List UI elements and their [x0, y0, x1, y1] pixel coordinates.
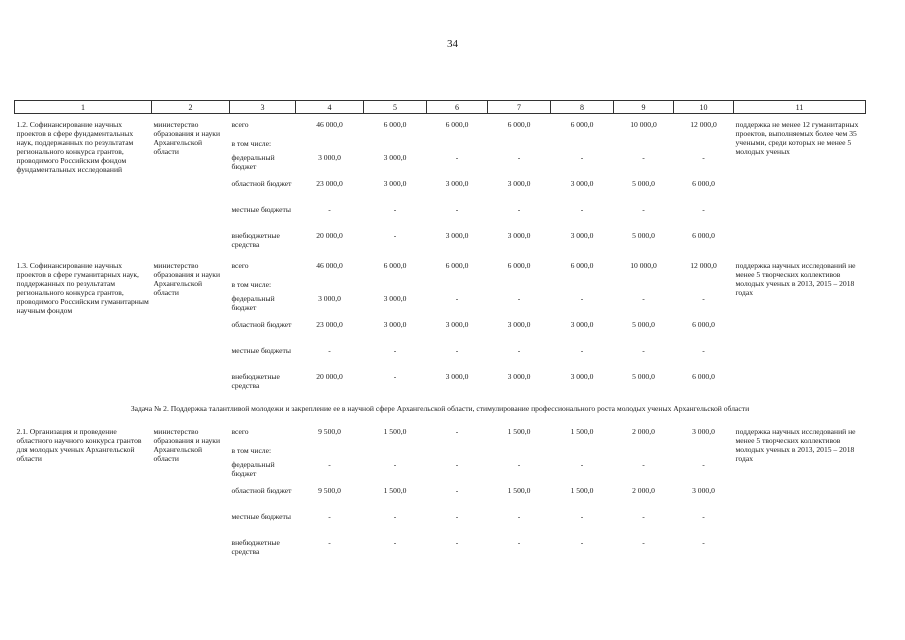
amount-cell [296, 446, 364, 460]
amount-cell [614, 446, 674, 460]
project-executor: министерство образования и науки Архангельской области [153, 261, 221, 297]
amount-cell: 3 000,0 [445, 320, 469, 329]
task-heading-row [15, 396, 866, 421]
amount-cell: - [517, 512, 521, 521]
amount-cell: - [580, 153, 584, 162]
amount-cell: 6 000,0 [383, 261, 407, 270]
funding-source: областной бюджет [231, 486, 292, 495]
funding-source: внебюджетные средства [231, 372, 280, 390]
table-body [15, 114, 866, 563]
table-row [15, 427, 866, 446]
amount-cell: - [517, 294, 521, 303]
amount-cell: 1 500,0 [570, 486, 594, 495]
amount-cell: - [455, 153, 459, 162]
amount-cell: 1 500,0 [570, 427, 594, 436]
amount-cell [364, 139, 427, 153]
task-heading: Задача № 2. Поддержка талантливой молодежи и закрепление ее в научной сфере Архангельской области, стимулирование профессионального роста молодых ученых Архангельской области [130, 404, 750, 413]
amount-cell: 9 500,0 [318, 486, 341, 495]
amount-cell: - [455, 460, 459, 469]
amount-cell: - [642, 538, 645, 547]
funding-source: областной бюджет [231, 179, 292, 188]
amount-cell: 10 000,0 [630, 120, 657, 129]
amount-cell [674, 280, 734, 294]
amount-cell: 2 000,0 [632, 427, 655, 436]
amount-cell [551, 280, 614, 294]
amount-cell: - [580, 512, 584, 521]
amount-cell: 1 500,0 [507, 486, 531, 495]
amount-cell: 1 500,0 [507, 427, 531, 436]
funding-source: местные бюджеты [231, 346, 291, 355]
column-header: 4 [296, 101, 364, 114]
amount-cell: 23 000,0 [316, 320, 343, 329]
amount-cell: - [702, 205, 705, 214]
amount-cell: 3 000,0 [318, 294, 341, 303]
amount-cell: - [393, 512, 397, 521]
amount-cell: 6 000,0 [445, 120, 469, 129]
amount-cell: 2 000,0 [632, 486, 655, 495]
amount-cell: 6 000,0 [570, 120, 594, 129]
amount-cell [674, 139, 734, 153]
amount-cell: - [642, 346, 645, 355]
amount-cell: 3 000,0 [570, 179, 594, 188]
amount-cell: - [702, 460, 705, 469]
column-number-row [15, 101, 866, 114]
amount-cell: - [328, 346, 331, 355]
amount-cell: 3 000,0 [692, 427, 715, 436]
amount-cell [296, 280, 364, 294]
funding-source: в том числе: [231, 280, 272, 289]
amount-cell: - [328, 538, 331, 547]
amount-cell [427, 139, 488, 153]
amount-cell: - [580, 538, 584, 547]
amount-cell: 5 000,0 [632, 372, 655, 381]
funding-source: местные бюджеты [231, 512, 291, 521]
amount-cell: - [455, 205, 459, 214]
project-name: 2.1. Организация и проведение областного научного конкурса грантов для молодых ученых Архангельской области [16, 427, 142, 463]
project-name: 1.2. Софинансирование научных проектов в сфере фундаментальных наук, поддержанных по результатам регионального конкурса грантов, проводимого Российским фондом фундаментальных исследований [16, 120, 134, 174]
column-header: 8 [551, 101, 614, 114]
amount-cell: - [393, 538, 397, 547]
amount-cell: 3 000,0 [383, 320, 407, 329]
amount-cell: - [642, 205, 645, 214]
funding-source: всего [231, 261, 249, 270]
amount-cell: - [642, 512, 645, 521]
amount-cell: 3 000,0 [570, 231, 594, 240]
amount-cell: - [455, 346, 459, 355]
amount-cell: - [702, 294, 705, 303]
project-executor: министерство образования и науки Архангельской области [153, 427, 221, 463]
funding-source: в том числе: [231, 446, 272, 455]
amount-cell: 3 000,0 [570, 372, 594, 381]
page-number: 34 [447, 38, 458, 50]
amount-cell: 46 000,0 [316, 261, 343, 270]
expected-result: поддержка научных исследований не менее 5 творческих коллективов молодых ученых в 2013, 2015 – 2018 годах [735, 427, 856, 463]
column-header: 11 [734, 101, 866, 114]
column-header: 7 [488, 101, 551, 114]
amount-cell: 3 000,0 [383, 179, 407, 188]
expected-result: поддержка не менее 12 гуманитарных проектов, выполняемых более чем 35 учеными, среди которых не менее 5 молодых ученых [735, 120, 859, 156]
project-executor: министерство образования и науки Архангельской области [153, 120, 221, 156]
funding-source: федеральный бюджет [231, 294, 275, 312]
amount-cell: - [455, 427, 459, 436]
amount-cell: - [455, 294, 459, 303]
amount-cell: 3 000,0 [445, 372, 469, 381]
amount-cell: - [393, 205, 397, 214]
amount-cell: - [580, 294, 584, 303]
amount-cell [427, 280, 488, 294]
amount-cell: - [580, 205, 584, 214]
amount-cell: - [580, 346, 584, 355]
column-header: 5 [364, 101, 427, 114]
amount-cell: 1 500,0 [383, 486, 407, 495]
table-row [15, 261, 866, 280]
amount-cell: 6 000,0 [383, 120, 407, 129]
amount-cell: - [328, 460, 331, 469]
amount-cell: - [393, 231, 397, 240]
amount-cell [614, 280, 674, 294]
amount-cell: 6 000,0 [570, 261, 594, 270]
amount-cell: - [393, 346, 397, 355]
amount-cell [488, 446, 551, 460]
amount-cell [364, 446, 427, 460]
amount-cell: - [642, 460, 645, 469]
funding-source: внебюджетные средства [231, 231, 280, 249]
amount-cell: 3 000,0 [507, 372, 531, 381]
amount-cell: 12 000,0 [690, 120, 717, 129]
amount-cell: 12 000,0 [690, 261, 717, 270]
amount-cell [488, 139, 551, 153]
amount-cell: - [328, 512, 331, 521]
amount-cell: 6 000,0 [507, 120, 531, 129]
amount-cell: - [328, 205, 331, 214]
project-name: 1.3. Софинансирование научных проектов в сфере гуманитарных наук, поддержанных по результатам регионального конкурса грантов, проводимого Российским гуманитарным научным фондом [16, 261, 149, 315]
amount-cell: - [702, 512, 705, 521]
amount-cell [551, 446, 614, 460]
funding-source: в том числе: [231, 139, 272, 148]
amount-cell: - [702, 538, 705, 547]
amount-cell: - [455, 538, 459, 547]
expected-result: поддержка научных исследований не менее 5 творческих коллективов молодых ученых в 2013, 2015 – 2018 годах [735, 261, 856, 297]
amount-cell: 9 500,0 [318, 427, 341, 436]
amount-cell: 6 000,0 [692, 179, 715, 188]
amount-cell: - [517, 346, 521, 355]
amount-cell: 3 000,0 [507, 320, 531, 329]
amount-cell: 3 000,0 [445, 231, 469, 240]
amount-cell: - [642, 153, 645, 162]
amount-cell: - [517, 153, 521, 162]
amount-cell: 6 000,0 [507, 261, 531, 270]
amount-cell [614, 139, 674, 153]
amount-cell: - [517, 205, 521, 214]
amount-cell: 20 000,0 [316, 372, 343, 381]
amount-cell: - [517, 460, 521, 469]
amount-cell: 6 000,0 [445, 261, 469, 270]
amount-cell: - [580, 460, 584, 469]
amount-cell: - [455, 486, 459, 495]
amount-cell: 3 000,0 [383, 153, 407, 162]
amount-cell: 3 000,0 [445, 179, 469, 188]
amount-cell: 3 000,0 [570, 320, 594, 329]
amount-cell: 5 000,0 [632, 231, 655, 240]
column-header: 3 [230, 101, 296, 114]
amount-cell: - [393, 372, 397, 381]
amount-cell: 5 000,0 [632, 320, 655, 329]
amount-cell [551, 139, 614, 153]
funding-source: всего [231, 120, 249, 129]
budget-table [14, 100, 866, 562]
amount-cell: - [393, 460, 397, 469]
amount-cell: - [702, 346, 705, 355]
column-header: 10 [674, 101, 734, 114]
amount-cell [296, 139, 364, 153]
funding-source: федеральный бюджет [231, 460, 275, 478]
amount-cell [674, 446, 734, 460]
amount-cell: 3 000,0 [507, 231, 531, 240]
funding-source: внебюджетные средства [231, 538, 280, 556]
amount-cell: 3 000,0 [383, 294, 407, 303]
amount-cell: - [642, 294, 645, 303]
amount-cell: 5 000,0 [632, 179, 655, 188]
amount-cell: 46 000,0 [316, 120, 343, 129]
funding-source: всего [231, 427, 249, 436]
amount-cell: 6 000,0 [692, 372, 715, 381]
funding-source: областной бюджет [231, 320, 292, 329]
amount-cell: - [455, 512, 459, 521]
amount-cell: 3 000,0 [318, 153, 341, 162]
amount-cell [364, 280, 427, 294]
amount-cell: - [517, 538, 521, 547]
funding-source: федеральный бюджет [231, 153, 275, 171]
table-row [15, 120, 866, 139]
amount-cell [427, 446, 488, 460]
amount-cell: 20 000,0 [316, 231, 343, 240]
column-header: 6 [427, 101, 488, 114]
amount-cell [488, 280, 551, 294]
funding-source: местные бюджеты [231, 205, 291, 214]
amount-cell: 6 000,0 [692, 320, 715, 329]
amount-cell: 3 000,0 [692, 486, 715, 495]
column-header: 1 [15, 101, 152, 114]
amount-cell: 3 000,0 [507, 179, 531, 188]
amount-cell: 6 000,0 [692, 231, 715, 240]
amount-cell: 23 000,0 [316, 179, 343, 188]
column-header: 9 [614, 101, 674, 114]
amount-cell: 10 000,0 [630, 261, 657, 270]
column-header: 2 [152, 101, 230, 114]
amount-cell: 1 500,0 [383, 427, 407, 436]
amount-cell: - [702, 153, 705, 162]
